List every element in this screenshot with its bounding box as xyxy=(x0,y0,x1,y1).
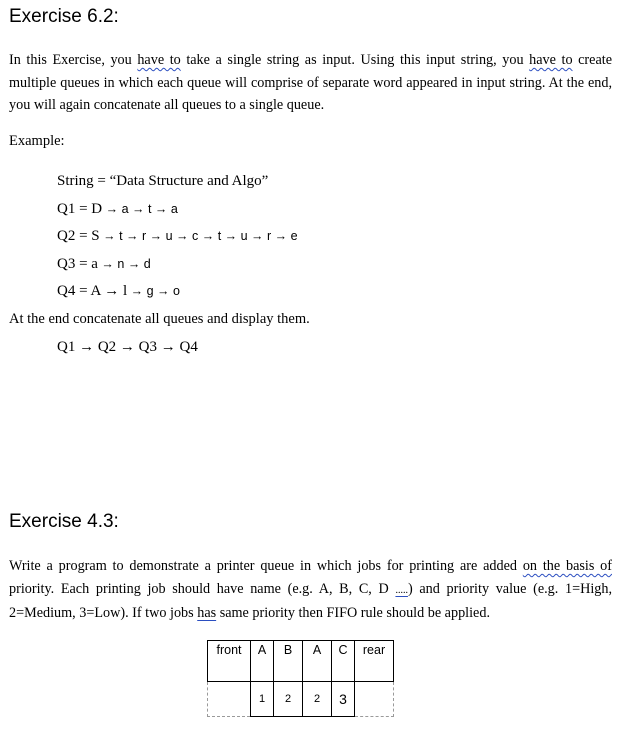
concatenated-queue: Q1 → Q2 → Q3 → Q4 xyxy=(57,339,198,355)
concatenate-instruction: At the end concatenate all queues and display them. xyxy=(9,311,310,327)
job-name-cell: C xyxy=(332,641,355,682)
job-priority-cell: 3 xyxy=(332,682,355,717)
queue-q3: Q3 = a → n → d xyxy=(57,256,151,272)
exercise-4-3-description: Write a program to demonstrate a printer queue in which jobs for printing are added on the basis of priority. Each printing job should have name (e.g. A, B, C, D .....) and priority value (e.g. 1=High, 2=Medium, 3=Low). If two jobs has same priority then FIFO rule should be applied. xyxy=(9,558,612,621)
job-priority-cell: 2 xyxy=(274,682,303,717)
queue-q4: Q4 = A → l → g → o xyxy=(57,283,180,299)
rear-cell: rear xyxy=(355,641,394,682)
example-label: Example: xyxy=(9,133,65,149)
queue-q2: Q2 = S → t → r → u → c → t → u → r → e xyxy=(57,228,298,244)
front-cell: front xyxy=(208,641,251,682)
job-priority-cell: 1 xyxy=(251,682,274,717)
job-name-cell: A xyxy=(303,641,332,682)
job-priority-cell: 2 xyxy=(303,682,332,717)
exercise-4-3-title: Exercise 4.3: xyxy=(9,511,119,532)
example-string: String = “Data Structure and Algo” xyxy=(57,173,269,189)
exercise-6-2-description: In this Exercise, you have to take a single string as input. Using this input string, you have to create multiple queues in which each queue will comprise of separate word appeared in input string. At the end, you will again concatenate all queues to a single queue. xyxy=(9,52,612,113)
queue-q1: Q1 = D → a → t → a xyxy=(57,201,178,217)
printer-queue-table xyxy=(207,640,394,717)
empty-cell xyxy=(355,682,394,717)
exercise-6-2-title: Exercise 6.2: xyxy=(9,6,119,27)
job-name-cell: A xyxy=(251,641,274,682)
job-name-cell: B xyxy=(274,641,303,682)
empty-cell xyxy=(208,682,251,717)
